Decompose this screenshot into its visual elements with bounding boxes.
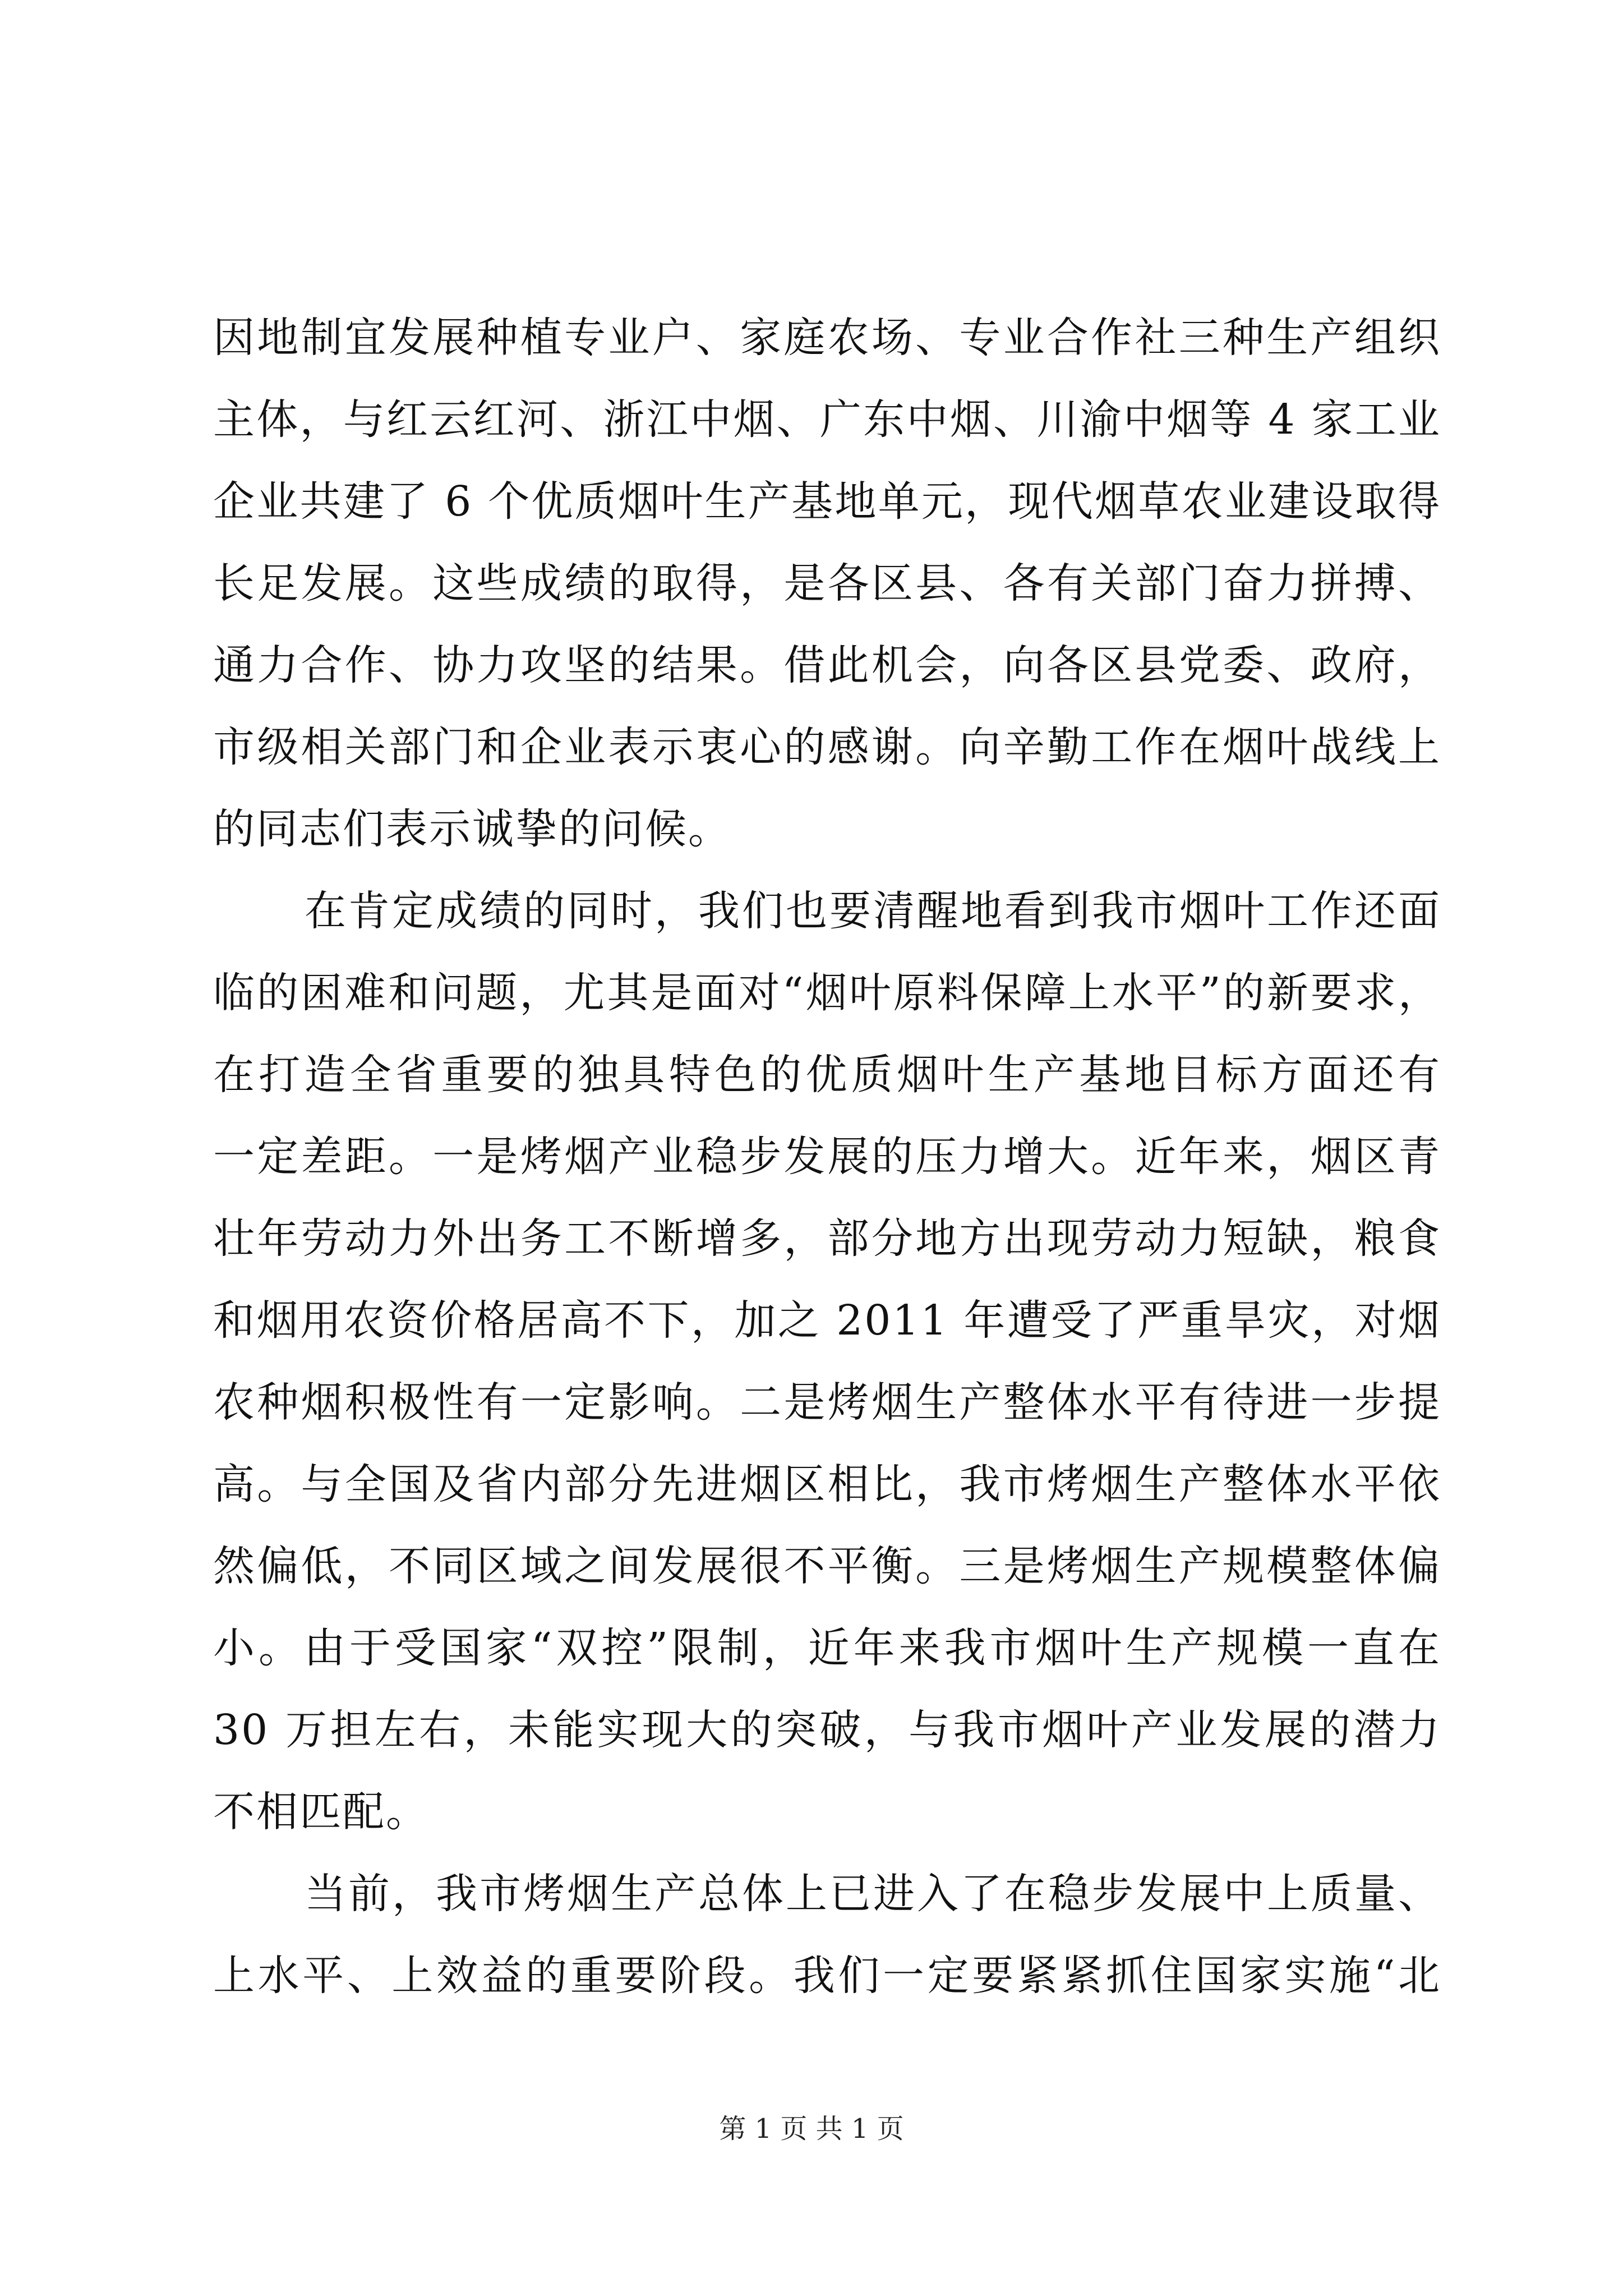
text-line: 一定差距。一是烤烟产业稳步发展的压力增大。近年来，烟区青 bbox=[213, 1133, 1441, 1181]
text-line: 主体，与红云红河、浙江中烟、广东中烟、川渝中烟等 4 家工业 bbox=[213, 395, 1441, 444]
text-line: 长足发展。这些成绩的取得，是各区县、各有关部门奋力拼搏、 bbox=[213, 559, 1441, 608]
text-line: 小。由于受国家“双控”限制，近年来我市烟叶生产规模一直在 bbox=[213, 1624, 1441, 1672]
text-line: 高。与全国及省内部分先进烟区相比，我市烤烟生产整体水平依 bbox=[213, 1460, 1441, 1508]
text-line: 和烟用农资价格居高不下，加之 2011 年遭受了严重旱灾，对烟 bbox=[213, 1296, 1441, 1345]
text-line: 30 万担左右，未能实现大的突破，与我市烟叶产业发展的潜力 bbox=[213, 1706, 1441, 1754]
text-line: 在打造全省重要的独具特色的优质烟叶生产基地目标方面还有 bbox=[213, 1051, 1441, 1099]
text-line: 的同志们表示诚挚的问候。 bbox=[213, 805, 731, 853]
text-line: 企业共建了 6 个优质烟叶生产基地单元，现代烟草农业建设取得 bbox=[213, 477, 1441, 526]
text-line: 在肯定成绩的同时，我们也要清醒地看到我市烟叶工作还面 bbox=[305, 887, 1441, 935]
text-line: 临的困难和问题，尤其是面对“烟叶原料保障上水平”的新要求， bbox=[213, 969, 1441, 1017]
text-line: 然偏低，不同区域之间发展很不平衡。三是烤烟生产规模整体偏 bbox=[213, 1542, 1441, 1590]
text-line: 因地制宜发展种植专业户、家庭农场、专业合作社三种生产组织 bbox=[213, 314, 1441, 362]
text-line: 当前，我市烤烟生产总体上已进入了在稳步发展中上质量、 bbox=[305, 1870, 1441, 1918]
text-line: 壮年劳动力外出务工不断增多，部分地方出现劳动力短缺，粮食 bbox=[213, 1214, 1441, 1263]
text-line: 通力合作、协力攻坚的结果。借此机会，向各区县党委、政府， bbox=[213, 641, 1441, 689]
text-line: 不相匹配。 bbox=[213, 1788, 429, 1836]
text-line: 市级相关部门和企业表示衷心的感谢。向辛勤工作在烟叶战线上 bbox=[213, 723, 1441, 771]
text-line: 上水平、上效益的重要阶段。我们一定要紧紧抓住国家实施“北 bbox=[213, 1952, 1441, 2000]
text-line: 农种烟积极性有一定影响。二是烤烟生产整体水平有待进一步提 bbox=[213, 1378, 1441, 1427]
page-footer: 第 1 页 共 1 页 bbox=[719, 2113, 904, 2145]
